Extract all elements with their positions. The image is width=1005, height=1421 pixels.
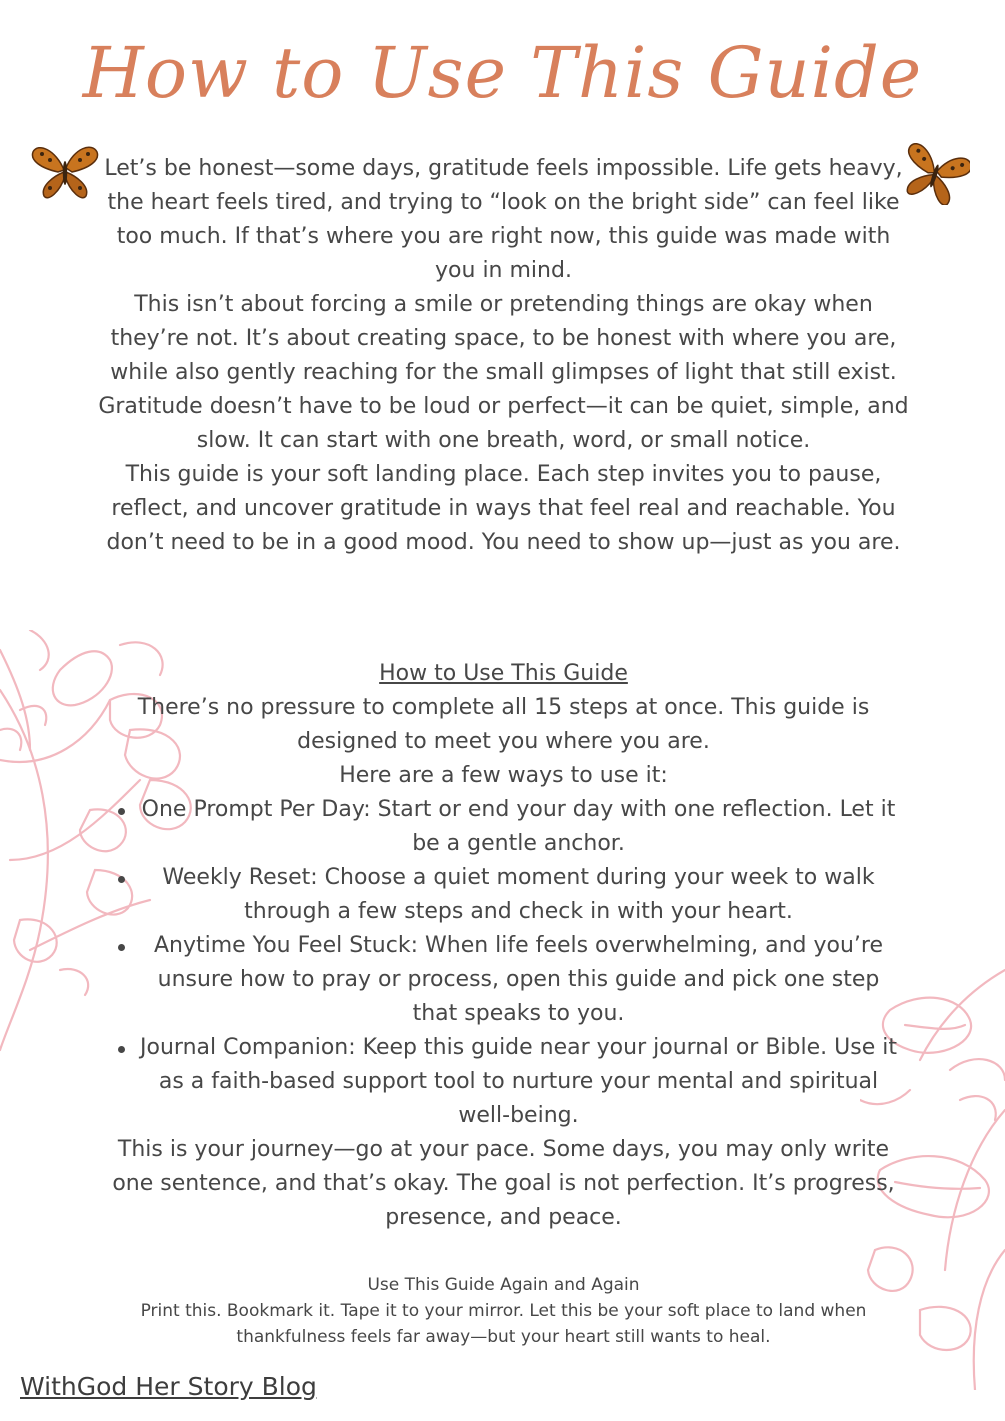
list-item: Journal Companion: Keep this guide near your journal or Bible. Use it as a faith-based support tool to nurture your mental and spiritual well-being.	[96, 1031, 911, 1133]
how-to-section	[96, 657, 911, 1235]
intro-section	[96, 152, 911, 560]
ways-list	[96, 793, 911, 1133]
intro-paragraph: This guide is your soft landing place. Each step invites you to pause, reflect, and uncover gratitude in ways that feel real and reachable. You don’t need to be in a good mood. You need to show up—just as you are.	[106, 462, 901, 555]
list-item: Weekly Reset: Choose a quiet moment during your week to walk through a few steps and check in with your heart.	[96, 861, 911, 929]
section-lead: There’s no pressure to complete all 15 steps at once. This guide is designed to meet you where you are.	[137, 695, 870, 754]
intro-paragraph: This isn’t about forcing a smile or pretending things are okay when they’re not. It’s about creating space, to be honest with where you are, while also gently reaching for the small glimpses of light that still exist. Gratitude doesn’t have to be loud or perfect—it can be quiet, simple, and slow. It can start with one breath, word, or small notice.	[98, 292, 909, 453]
blog-link[interactable]: WithGod Her Story Blog	[20, 1372, 317, 1401]
section-lead-2: Here are a few ways to use it:	[339, 763, 668, 788]
butterfly-icon	[30, 140, 100, 202]
list-item: Anytime You Feel Stuck: When life feels overwhelming, and you’re unsure how to pray or process, open this guide and pick one step that speaks to you.	[96, 929, 911, 1031]
footer-text: Print this. Bookmark it. Tape it to your mirror. Let this be your soft place to land when thankfulness feels far away—but your heart still wants to heal.	[140, 1301, 867, 1347]
list-item: One Prompt Per Day: Start or end your day with one reflection. Let it be a gentle anchor.	[96, 793, 911, 861]
closing-paragraph: This is your journey—go at your pace. Some days, you may only write one sentence, and that’s okay. The goal is not perfection. It’s progress, presence, and peace.	[112, 1137, 895, 1230]
footer-note	[96, 1272, 911, 1350]
page-title: How to Use This Guide	[82, 32, 923, 114]
intro-paragraph: Let’s be honest—some days, gratitude feels impossible. Life gets heavy, the heart feels tired, and trying to “look on the bright side” can feel like too much. If that’s where you are right now, this guide was made with you in mind.	[104, 156, 903, 283]
section-heading: How to Use This Guide	[379, 661, 628, 686]
footer-heading: Use This Guide Again and Again	[367, 1275, 640, 1295]
